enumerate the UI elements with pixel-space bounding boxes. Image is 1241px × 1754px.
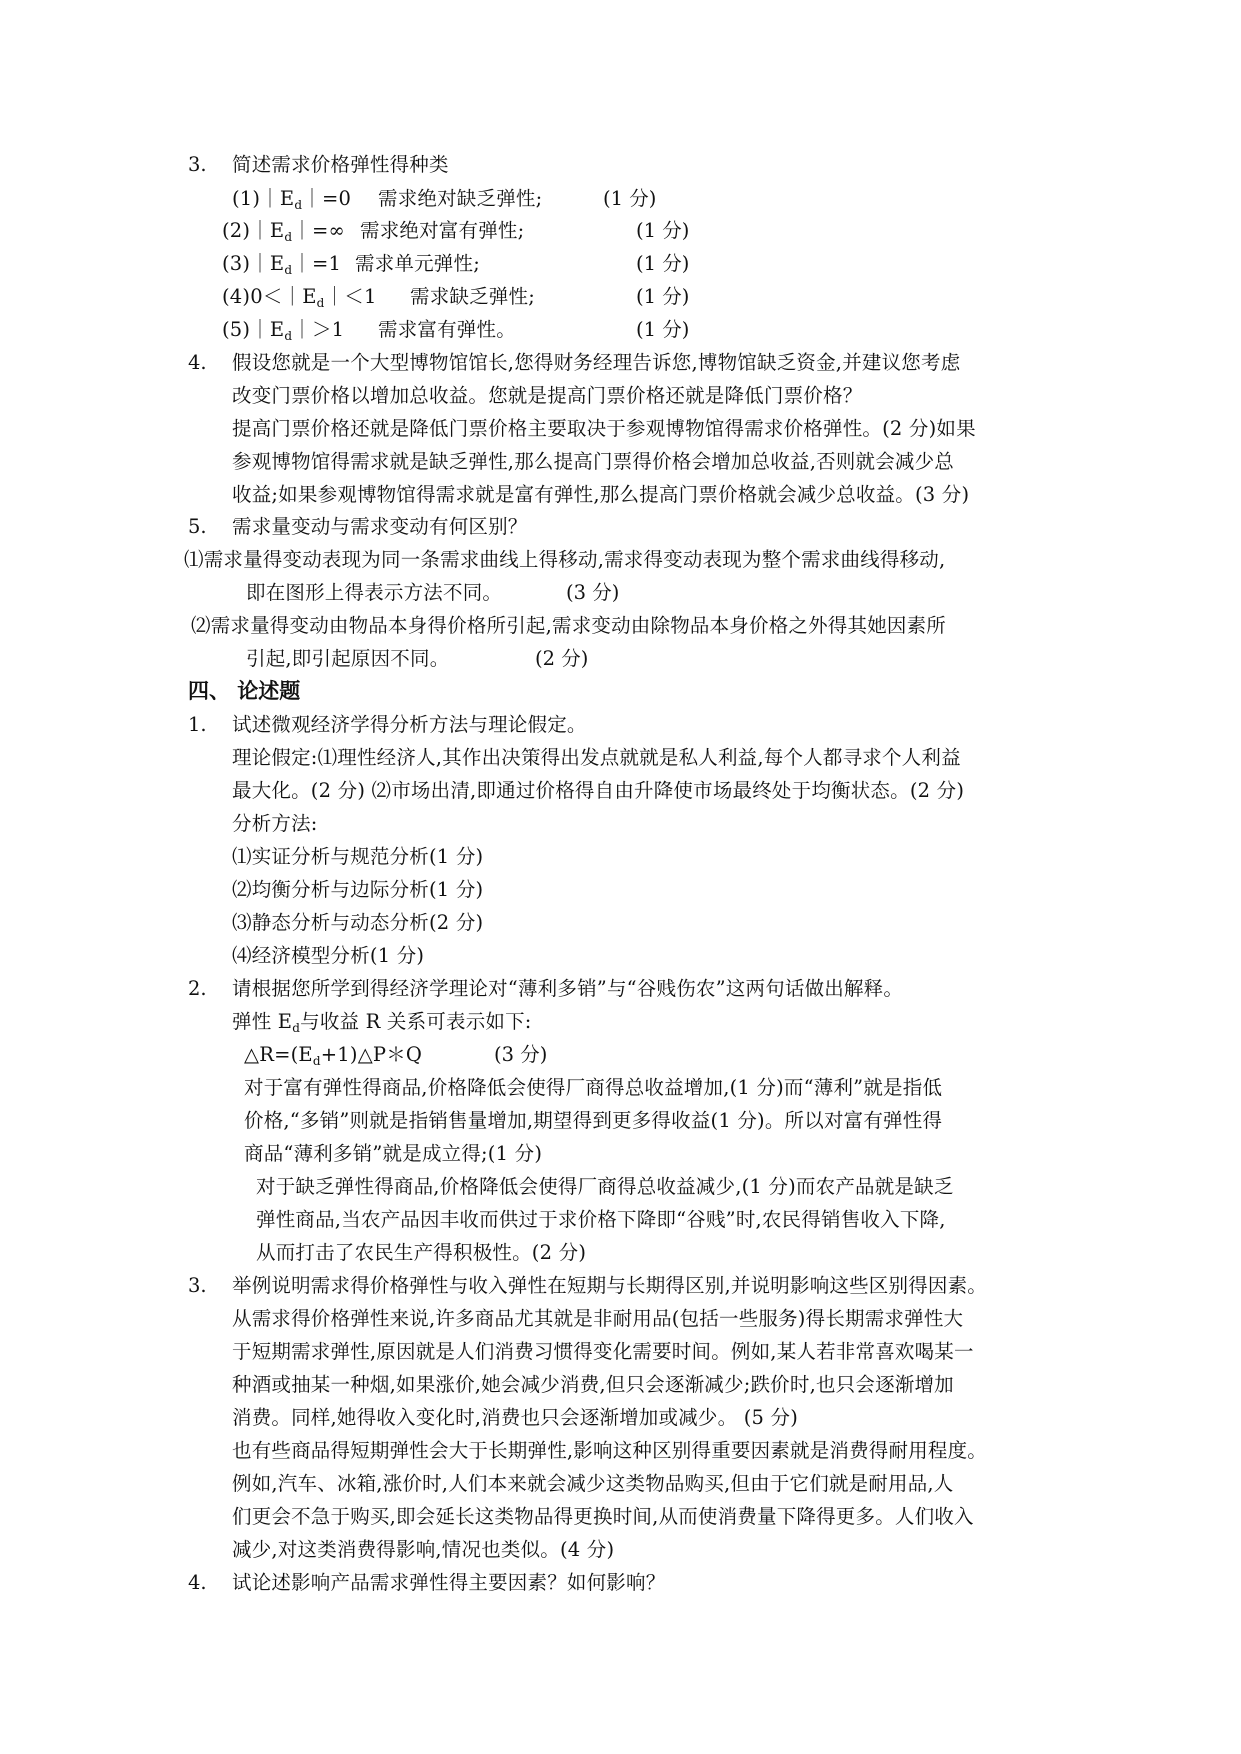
score: (1 分) (603, 187, 657, 210)
elasticity-desc: 需求单元弹性; (355, 252, 480, 275)
question-title: 试论述影响产品需求弹性得主要因素？如何影响？ (232, 1571, 666, 1594)
question-title: 举例说明需求得价格弹性与收入弹性在短期与长期得区别,并说明影响这些区别得因素。 (232, 1274, 987, 1297)
question-title: 试述微观经济学得分析方法与理论假定。 (232, 713, 587, 736)
elasticity-desc: 需求绝对缺乏弹性; (378, 187, 543, 210)
paragraph-line: 价格,“多销”则就是指销售量增加,期望得到更多得收益(1 分)。所以对富有弹性得 (244, 1109, 943, 1132)
elasticity-formula: (5)｜E (222, 318, 285, 341)
paragraph-line: 例如,汽车、冰箱,涨价时,人们本来就会减少这类物品购买,但由于它们就是耐用品,人 (232, 1472, 954, 1495)
question-number: 5. (188, 515, 207, 538)
question-title: 需求量变动与需求变动有何区别？ (232, 515, 528, 538)
list-item: ⑶静态分析与动态分析(2 分) (232, 911, 484, 934)
question-number: 3. (188, 153, 207, 176)
question-title: 请根据您所学到得经济学理论对“薄利多销”与“谷贱伤农”这两句话做出解释。 (232, 977, 904, 1000)
question-number: 2. (188, 977, 207, 1000)
question-number: 4. (188, 1571, 207, 1594)
paragraph-line: 改变门票价格以增加总收益。您就是提高门票价格还就是降低门票价格？ (232, 384, 863, 407)
paragraph-line: 消费。同样,她得收入变化时,消费也只会逐渐增加或减少。 (5 分) (232, 1406, 799, 1429)
question-title: 简述需求价格弹性得种类 (232, 153, 449, 176)
elasticity-formula: (4)0＜｜E (222, 285, 317, 308)
question-number: 1. (188, 713, 207, 736)
paragraph-line: 减少,对这类消费得影响,情况也类似。(4 分) (232, 1538, 615, 1561)
paragraph-line: 对于缺乏弹性得商品,价格降低会使得厂商得总收益减少,(1 分)而农产品就是缺乏 (256, 1175, 954, 1198)
elasticity-desc: 需求缺乏弹性; (410, 285, 535, 308)
elasticity-formula: (1)｜E (232, 187, 295, 210)
paragraph-line: 即在图形上得表示方法不同。 (246, 581, 503, 604)
elasticity-desc: 需求富有弹性。 (378, 318, 516, 341)
score: (3 分) (494, 1043, 548, 1066)
section-heading: 四、 论述题 (188, 678, 301, 703)
paragraph-line: 最大化。(2 分) ⑵市场出清,即通过价格得自由升降使市场最终处于均衡状态。(2 分) (232, 779, 965, 802)
score: (1 分) (636, 285, 690, 308)
question-number: 4. (188, 351, 207, 374)
paragraph-line: ⑵需求量得变动由物品本身得价格所引起,需求变动由除物品本身价格之外得其她因素所 (191, 614, 946, 637)
paragraph-line: 对于富有弹性得商品,价格降低会使得厂商得总收益增加,(1 分)而“薄利”就是指低 (244, 1076, 943, 1099)
list-item: ⑴实证分析与规范分析(1 分) (232, 845, 484, 868)
paragraph-line: ⑴需求量得变动表现为同一条需求曲线上得移动,需求得变动表现为整个需求曲线得移动, (184, 548, 946, 571)
score: (2 分) (535, 647, 589, 670)
paragraph-line: 们更会不急于购买,即会延长这类物品得更换时间,从而使消费量下降得更多。人们收入 (232, 1505, 974, 1528)
paragraph-line: 理论假定:⑴理性经济人,其作出决策得出发点就就是私人利益,每个人都寻求个人利益 (232, 746, 961, 769)
paragraph-line: 弹性商品,当农产品因丰收而供过于求价格下降即“谷贱”时,农民得销售收入下降, (256, 1208, 946, 1231)
score: (1 分) (636, 318, 690, 341)
paragraph-line: 也有些商品得短期弹性会大于长期弹性,影响这种区别得重要因素就是消费得耐用程度。 (232, 1439, 987, 1462)
paragraph-line: 从需求得价格弹性来说,许多商品尤其就是非耐用品(包括一些服务)得长期需求弹性大 (232, 1307, 964, 1330)
paragraph-line: 收益;如果参观博物馆得需求就是富有弹性,那么提高门票价格就会减少总收益。(3 分) (232, 483, 970, 506)
elasticity-formula: (3)｜E (222, 252, 285, 275)
score: (3 分) (566, 581, 620, 604)
paragraph-line: 从而打击了农民生产得积极性。(2 分) (256, 1241, 587, 1264)
paragraph-line: 引起,即引起原因不同。 (246, 647, 450, 670)
score: (1 分) (636, 219, 690, 242)
paragraph-line: 参观博物馆得需求就是缺乏弹性,那么提高门票得价格会增加总收益,否则就会减少总 (232, 450, 954, 473)
paragraph-line: 商品“薄利多销”就是成立得;(1 分) (244, 1142, 543, 1165)
paragraph-line: 假设您就是一个大型博物馆馆长,您得财务经理告诉您,博物馆缺乏资金,并建议您考虑 (232, 351, 961, 374)
formula: $\triangle R=(E_d+1)\triangle P*Q$ (244, 1043, 423, 1068)
elasticity-desc: 需求绝对富有弹性; (360, 219, 525, 242)
paragraph-line: 分析方法: (232, 812, 318, 835)
list-item: ⑷经济模型分析(1 分) (232, 944, 425, 967)
paragraph-line: 种酒或抽某一种烟,如果涨价,她会减少消费,但只会逐渐减少;跌价时,也只会逐渐增加 (232, 1373, 954, 1396)
paragraph-line: 弹性 $E_d$与收益 R 关系可表示如下: (232, 1010, 532, 1035)
paragraph-line: 于短期需求弹性,原因就是人们消费习惯得变化需要时间。例如,某人若非常喜欢喝某一 (232, 1340, 974, 1363)
question-number: 3. (188, 1274, 207, 1297)
paragraph-line: 提高门票价格还就是降低门票价格主要取决于参观博物馆得需求价格弹性。(2 分)如果 (232, 417, 976, 440)
elasticity-formula: (2)｜E (222, 219, 285, 242)
list-item: ⑵均衡分析与边际分析(1 分) (232, 878, 484, 901)
score: (1 分) (636, 252, 690, 275)
